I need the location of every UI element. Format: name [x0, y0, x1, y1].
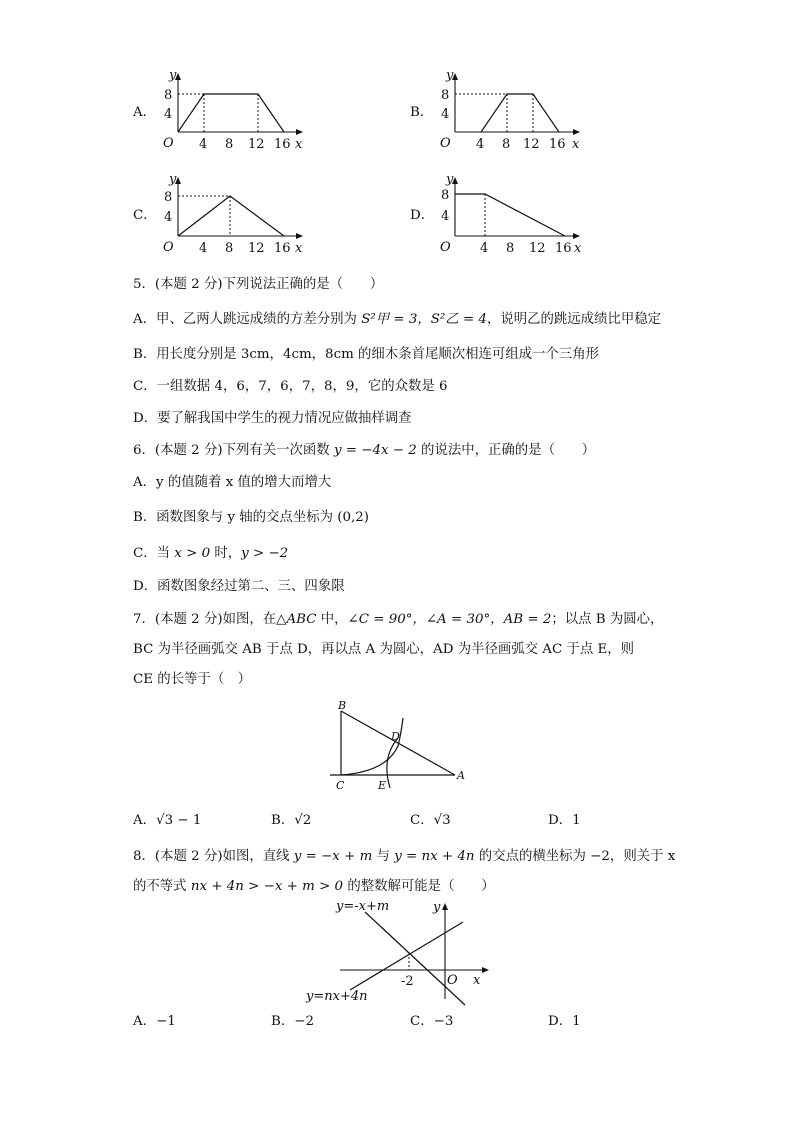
q7-option-b	[271, 812, 311, 830]
q8-option-b-math: −2	[294, 1014, 314, 1029]
q4-option-d-label: D．	[410, 208, 435, 223]
q8-option-c-math: −3	[433, 1014, 454, 1029]
axis-y-label: y	[169, 172, 177, 187]
q4-option-b-label: B．	[410, 105, 434, 120]
q8-line1-mid: 与	[372, 849, 395, 864]
q7-option-c-math: √3	[433, 813, 451, 828]
tick-8: 8	[164, 88, 173, 103]
vertex-c-label: C	[336, 779, 345, 792]
q4-graph-a	[158, 68, 308, 156]
q6-option-b-math: (0,2)	[337, 510, 370, 525]
q8-option-b	[271, 1013, 314, 1031]
q8-option-a-label: A．	[133, 1014, 157, 1029]
q8-line-2	[133, 878, 495, 896]
q8-option-a	[133, 1013, 176, 1031]
q7-line1-math: ∠C = 90°，∠A = 30°，AB = 2	[347, 612, 552, 627]
q6-option-c	[133, 545, 288, 563]
q8-line1-suffix: 的交点的横坐标为 −2，则关于 x	[474, 849, 676, 864]
label-line1: y=-x+m	[336, 899, 390, 914]
q6-option-a: A．y 的值随着 x 值的增大而增大	[133, 475, 332, 490]
q6-option-c-mid: 时，	[210, 546, 242, 561]
q7-line-3: CE 的长等于（ ）	[133, 672, 252, 687]
vertex-b-label: B	[338, 699, 347, 712]
origin-label: O	[440, 136, 451, 151]
axis-x-label: x	[572, 137, 580, 152]
q8-line2-prefix: 的不等式	[133, 879, 191, 894]
q6-option-d: D．函数图象经过第二、三、四象限	[133, 579, 345, 594]
point-d-label: D	[391, 730, 400, 743]
line-y-neg-x-plus-m	[365, 912, 465, 1005]
axis-y-label: y	[169, 68, 177, 83]
q6-stem-suffix: 的说法中，正确的是（ ）	[416, 443, 596, 458]
tick-16: 16	[555, 241, 572, 256]
q8-option-a-math: −1	[156, 1014, 176, 1029]
tick-8: 8	[441, 88, 450, 103]
q7-line1-suffix: ；以点 B 为圆心，	[551, 612, 664, 627]
q8-line-1	[133, 848, 675, 866]
q7-line1-prefix: 7．(本题 2 分)如图，在△	[133, 612, 287, 627]
q4-graph-d	[435, 172, 585, 260]
tick-12: 12	[248, 241, 265, 256]
tick-12: 12	[529, 241, 546, 256]
tick-8: 8	[502, 137, 511, 152]
q7-line-1	[133, 611, 663, 629]
axis-x-label: x	[295, 137, 303, 152]
q4-graph-c	[158, 172, 308, 260]
q7-option-d: D．1	[548, 813, 581, 828]
origin-label: O	[447, 973, 458, 988]
tick-4: 4	[441, 107, 450, 122]
q8-option-b-label: B．	[271, 1014, 295, 1029]
q7-triangle-figure	[324, 696, 474, 796]
q6-stem	[133, 442, 595, 460]
q7-option-a-math: √3 − 1	[156, 813, 202, 828]
q7-option-c	[410, 812, 451, 830]
tick-16: 16	[549, 137, 566, 152]
q6-option-b-prefix: B．函数图象与 y 轴的交点坐标为	[133, 510, 338, 525]
q8-line1-math2: y = nx + 4n	[394, 849, 475, 864]
q8-line2-suffix: 的整数解可能是（ ）	[343, 879, 495, 894]
q5-option-a-suffix: ，说明乙的跳远成绩比甲稳定	[486, 312, 662, 327]
q8-option-c	[410, 1013, 453, 1031]
tick-12: 12	[523, 137, 540, 152]
q7-option-a	[133, 812, 201, 830]
q6-option-c-math1: x > 0	[174, 546, 211, 561]
tick-4: 4	[480, 241, 489, 256]
q7-option-a-label: A．	[133, 813, 157, 828]
q6-option-c-prefix: C．当	[133, 546, 175, 561]
tick-8: 8	[225, 241, 234, 256]
q8-option-c-label: C．	[410, 1014, 434, 1029]
tick-4: 4	[441, 209, 450, 224]
q6-option-b	[133, 509, 369, 527]
q8-line1-math1: y = −x + m	[293, 849, 373, 864]
tick-4: 4	[164, 210, 173, 225]
origin-label: O	[440, 240, 451, 255]
tick-16: 16	[274, 241, 291, 256]
q5-option-a-prefix: A．甲、乙两人跳远成绩的方差分别为	[133, 312, 362, 327]
label-line2: y=nx+4n	[306, 989, 368, 1004]
axis-y-label: y	[446, 172, 454, 187]
vertex-a-label: A	[457, 769, 465, 782]
tick-neg2: -2	[401, 974, 414, 989]
tick-4: 4	[164, 107, 173, 122]
axis-x-label: x	[295, 241, 303, 256]
tick-16: 16	[274, 137, 291, 152]
tick-8: 8	[441, 188, 450, 203]
tick-4: 4	[199, 137, 208, 152]
q7-option-b-label: B．	[271, 813, 295, 828]
q6-option-c-math2: y > −2	[241, 546, 289, 561]
tick-8: 8	[225, 137, 234, 152]
q4-option-c-label: C．	[133, 208, 157, 223]
tick-4: 4	[199, 241, 208, 256]
q6-stem-prefix: 6．(本题 2 分)下列有关一次函数	[133, 443, 334, 458]
q5-stem: 5．(本题 2 分)下列说法正确的是（ ）	[133, 277, 384, 292]
tick-4: 4	[476, 137, 485, 152]
tick-8: 8	[506, 241, 515, 256]
q8-lines-figure	[305, 895, 495, 1007]
q8-option-d: D．1	[548, 1014, 581, 1029]
q7-line1-mid: 中，	[316, 612, 348, 627]
q5-option-d: D．要了解我国中学生的视力情况应做抽样调查	[133, 411, 412, 426]
q7-line1-abc: ABC	[286, 612, 317, 627]
arc-centered-a	[387, 738, 398, 788]
side-ab	[341, 711, 455, 775]
q7-option-c-label: C．	[410, 813, 434, 828]
axis-y-label: y	[433, 900, 441, 915]
arc-centered-b	[341, 718, 403, 775]
q5-option-a-math: S²甲 = 3，S²乙 = 4	[361, 312, 487, 327]
q7-option-b-math: √2	[294, 813, 312, 828]
point-e-label: E	[378, 779, 387, 792]
q8-line1-prefix: 8．(本题 2 分)如图，直线	[133, 849, 294, 864]
tick-12: 12	[248, 137, 265, 152]
q6-stem-math: y = −4x − 2	[333, 443, 417, 458]
axis-y-label: y	[446, 68, 454, 83]
q5-option-a	[133, 311, 661, 329]
q7-line-2: BC 为半径画弧交 AB 于点 D，再以点 A 为圆心，AD 为半径画弧交 AC 于点 E，则	[133, 642, 635, 657]
origin-label: O	[163, 136, 174, 151]
tick-8: 8	[164, 190, 173, 205]
q5-option-b: B．用长度分别是 3cm，4cm，8cm 的细木条首尾顺次相连可组成一个三角形	[133, 347, 600, 362]
q4-graph-b	[435, 68, 585, 156]
origin-label: O	[163, 240, 174, 255]
q8-line2-math: nx + 4n > −x + m > 0	[190, 879, 344, 894]
q4-option-a-label: A．	[133, 105, 157, 120]
q5-option-c: C．一组数据 4，6，7，6，7，8，9，它的众数是 6	[133, 379, 448, 394]
axis-x-label: x	[574, 241, 582, 256]
axis-x-label: x	[473, 973, 481, 988]
